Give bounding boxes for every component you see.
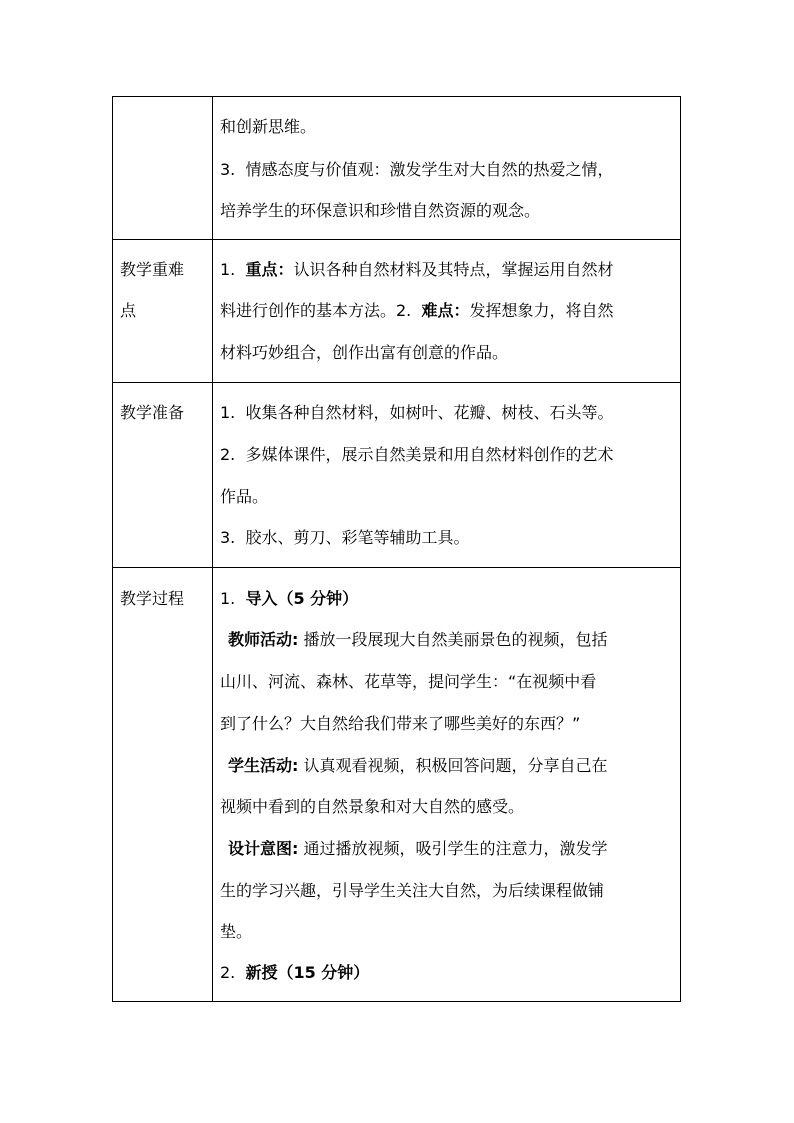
- item-number: 3.: [220, 160, 236, 179]
- content-line: 1. 收集各种自然材料，如树叶、花瓣、树枝、石头等。: [220, 403, 614, 422]
- row-label: 教学重难: [120, 260, 185, 279]
- item-number: 2.: [220, 445, 236, 464]
- content-line: 料进行创作的基本方法。2. 难点：发挥想象力，将自然: [220, 301, 614, 320]
- row-border-bottom: [112, 1001, 681, 1002]
- table-right-border: [680, 96, 681, 1002]
- content-line: 材料巧妙组合，创作出富有创意的作品。: [220, 343, 509, 362]
- content-line: 设计意图: 通过播放视频，吸引学生的注意力，激发学: [228, 839, 608, 858]
- bold-heading: 难点：: [421, 301, 470, 320]
- content-line: 3. 胶水、剪刀、彩笔等辅助工具。: [220, 528, 470, 547]
- row-border: [112, 239, 681, 240]
- content-line: 作品。: [220, 487, 269, 506]
- item-number: 2.: [220, 963, 236, 982]
- row-border: [112, 567, 681, 568]
- bold-heading: 设计意图:: [228, 839, 299, 858]
- column-divider: [212, 96, 213, 1002]
- bold-heading: 教师活动:: [228, 630, 299, 649]
- content-line: 山川、河流、森林、花草等，提问学生：“在视频中看: [220, 672, 597, 691]
- row-label-cont: 点: [120, 301, 137, 320]
- section-heading: 2. 新授（15 分钟）: [220, 963, 370, 982]
- content-line: 和创新思维。: [220, 117, 317, 136]
- row-border-top: [112, 96, 681, 97]
- content-line: 2. 多媒体课件，展示自然美景和用自然材料创作的艺术: [220, 445, 614, 464]
- content-line: 教师活动: 播放一段展现大自然美丽景色的视频，包括: [228, 630, 608, 649]
- table-left-border: [112, 96, 113, 1002]
- row-label: 教学准备: [120, 403, 185, 422]
- item-number: 1.: [220, 260, 236, 279]
- content-line: 1. 重点：认识各种自然材料及其特点，掌握运用自然材: [220, 260, 614, 279]
- row-border: [112, 382, 681, 383]
- content-line: 垫。: [220, 922, 253, 941]
- content-line: 生的学习兴趣，引导学生关注大自然，为后续课程做铺: [220, 881, 605, 900]
- lesson-plan-table: [112, 96, 681, 1002]
- item-number: 1.: [220, 589, 236, 608]
- bold-heading: 重点：: [245, 260, 294, 279]
- content-line: 3. 情感态度与价值观：激发学生对大自然的热爱之情，: [220, 160, 614, 179]
- bold-heading: 学生活动:: [228, 756, 299, 775]
- content-line: 学生活动: 认真观看视频，积极回答问题，分享自己在: [228, 756, 608, 775]
- item-number: 1.: [220, 403, 236, 422]
- item-number: 3.: [220, 528, 236, 547]
- section-heading: 1. 导入（5 分钟）: [220, 589, 359, 608]
- row-label: 教学过程: [120, 589, 185, 608]
- content-line: 到了什么？大自然给我们带来了哪些美好的东西？”: [220, 714, 581, 733]
- content-line: 培养学生的环保意识和珍惜自然资源的观念。: [220, 201, 541, 220]
- content-line: 视频中看到的自然景象和对大自然的感受。: [220, 797, 525, 816]
